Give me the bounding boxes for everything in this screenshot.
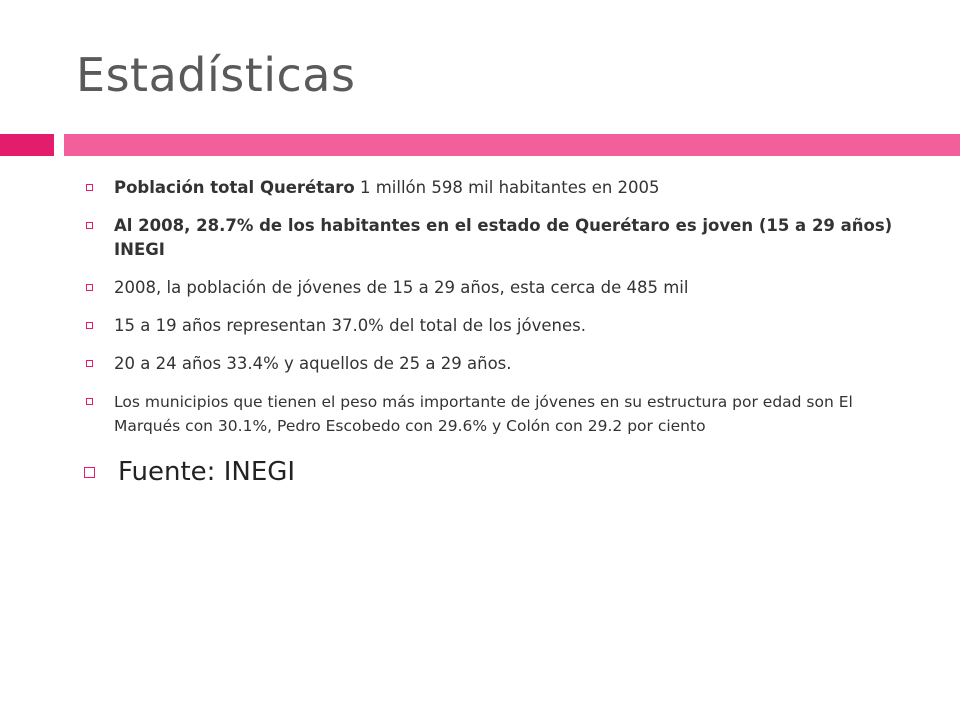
square-bullet-icon [86, 184, 93, 191]
bullet-item [84, 214, 904, 262]
square-bullet-icon [86, 322, 93, 329]
square-bullet-icon [86, 284, 93, 291]
square-bullet-icon [86, 222, 93, 229]
bullet-text: 2008, la población de jóvenes de 15 a 29 años, esta cerca de 485 mil [114, 278, 689, 297]
source-text: Fuente: INEGI [118, 457, 296, 487]
bullet-text: Los municipios que tienen el peso más importante de jóvenes en su estructura por edad son El Marqués con 30.1%, Pedro Escobedo con 29.6% y Colón con 29.2 por ciento [114, 393, 853, 435]
bullet-text: 1 millón 598 mil habitantes en 2005 [354, 178, 660, 197]
bullet-list [84, 176, 904, 502]
bullet-item [84, 352, 904, 376]
bullet-text: 20 a 24 años 33.4% y aquellos de 25 a 29 años. [114, 354, 512, 373]
square-bullet-icon [86, 398, 93, 405]
title-rule-bar [64, 134, 960, 156]
bullet-text: 15 a 19 años representan 37.0% del total de los jóvenes. [114, 316, 586, 335]
title-rule-accent [0, 134, 54, 156]
bullet-bold-text: Al 2008, 28.7% de los habitantes en el estado de Querétaro es joven (15 a 29 años) INEGI [114, 216, 893, 259]
bullet-item [84, 314, 904, 338]
bullet-item [84, 176, 904, 200]
bullet-bold-text: Población total Querétaro [114, 178, 355, 197]
square-bullet-icon [84, 467, 95, 478]
slide-title: Estadísticas [76, 48, 356, 102]
bullet-item [84, 390, 904, 438]
square-bullet-icon [86, 360, 93, 367]
source-item [84, 456, 904, 488]
bullet-item [84, 276, 904, 300]
